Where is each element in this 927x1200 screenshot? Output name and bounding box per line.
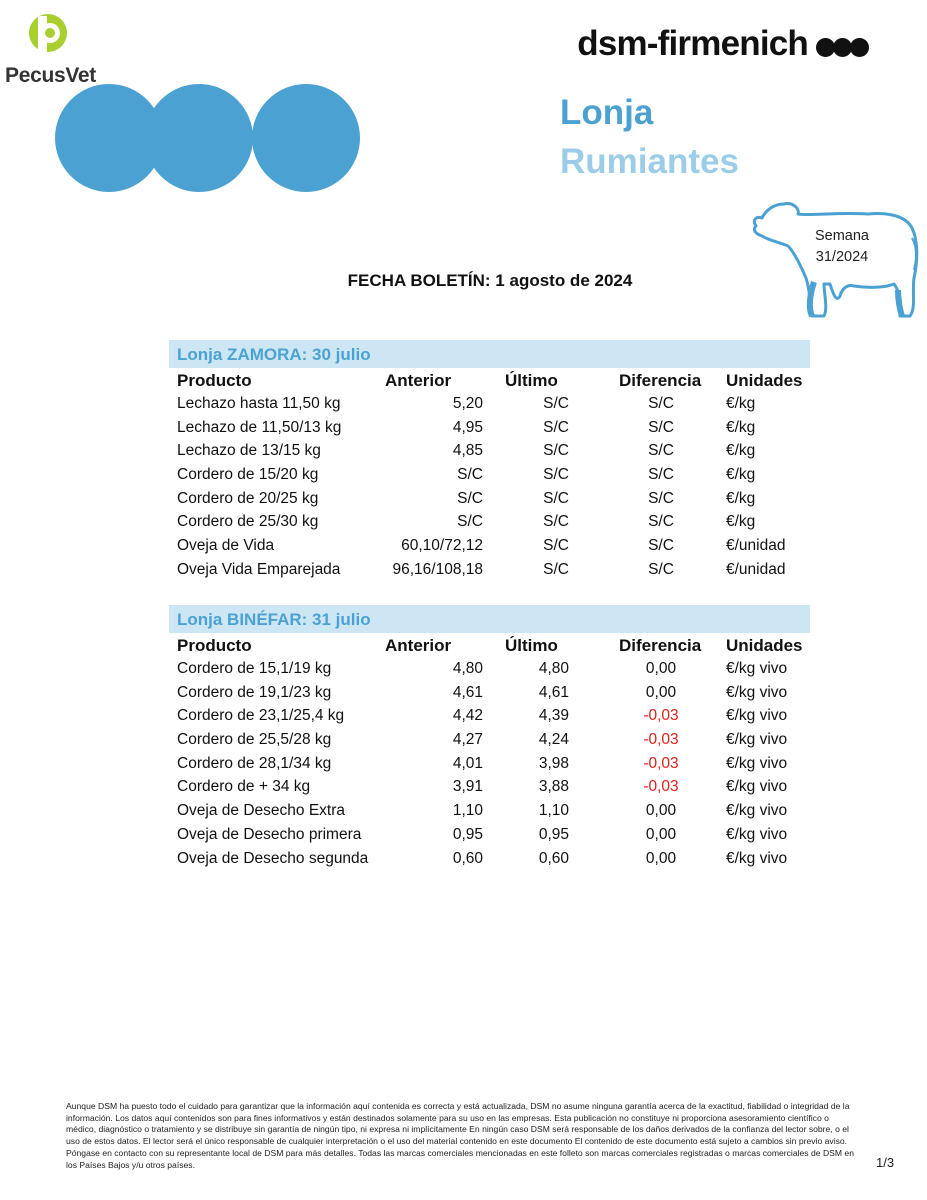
cell-ultimo: 0,60: [538, 849, 569, 867]
table-row: [169, 392, 810, 416]
table-row: [169, 416, 810, 440]
semana-value: 31/2024: [815, 249, 869, 265]
cell-unidades: €/kg: [726, 395, 756, 412]
cell-diferencia: -0,03: [643, 731, 679, 749]
table-row: [169, 681, 810, 705]
cell-unidades: €/unidad: [726, 560, 786, 578]
cell-diferencia: 0,00: [645, 660, 677, 677]
cell-ultimo: 3,98: [538, 754, 569, 772]
brand-name: dsm-firmenich: [577, 24, 808, 63]
cell-anterior: 4,61: [452, 683, 483, 701]
table-zamora: [169, 340, 810, 582]
cell-producto: Cordero de 20/25 kg: [177, 489, 319, 507]
cell-producto: Lechazo de 13/15 kg: [177, 442, 321, 460]
cell-diferencia: S/C: [648, 418, 674, 436]
table-row: [169, 487, 810, 511]
cell-ultimo: 4,80: [538, 660, 569, 677]
disclaimer-text: Aunque DSM ha puesto todo el cuidado para garantizar que la información aquí contenida es correcta y está actualizada, DSM no asume ninguna garantía acerca de la exactitud, fiabilidad o integridad de la información. Los datos aquí contenidos son para fines informativos y están destinados solamente para su uso en las empresas. Esta publicación no constituye ni proporciona asesoramiento científico o médico, diagnóstico o tratamiento y se distribuye sin garantía de ningún tipo, ni expresa ni implícitamente En ningún caso DSM será responsable de los daños derivados de la confianza del lector sobre, o el uso de estos datos. El lector será el único responsable de cualquier interpretación o el uso del material contenido en este documento El contenido de este documento está sujeto a cambios sin previo aviso. Póngase en contacto con su representante local de DSM para más detalles. Todas las marcas comerciales mencionadas en este folleto son marcas comerciales registradas o marcas comerciales de DSM en los Países Bajos y/u otros países.: [66, 1101, 854, 1170]
table-row: [169, 439, 810, 463]
cell-ultimo: 1,10: [538, 802, 569, 820]
decor-circle-2: [145, 84, 253, 192]
cell-unidades: €/kg vivo: [726, 825, 788, 843]
cell-ultimo: S/C: [543, 537, 569, 555]
cell-unidades: €/kg: [726, 513, 756, 531]
cell-diferencia: 0,00: [645, 802, 677, 820]
cell-diferencia: 0,00: [645, 849, 677, 867]
cell-unidades: €/kg vivo: [726, 802, 788, 820]
col-anterior: Anterior: [385, 636, 452, 655]
table-row: [169, 823, 810, 847]
cell-anterior: S/C: [457, 489, 483, 507]
cell-diferencia: -0,03: [643, 707, 679, 725]
col-ultimo: Último: [505, 371, 558, 390]
semana-text: Semana: [814, 228, 869, 244]
col-ultimo: Último: [505, 636, 558, 655]
pecusvet-p-icon: [26, 14, 70, 60]
binefar-rows: [169, 657, 810, 870]
cell-producto: Oveja de Vida: [177, 537, 275, 555]
cell-diferencia: S/C: [648, 513, 674, 531]
cell-anterior: S/C: [457, 466, 483, 484]
cell-unidades: €/kg: [726, 418, 756, 436]
dsm-firmenich-logo: [577, 24, 869, 64]
cell-anterior: 4,80: [452, 660, 483, 677]
cell-anterior: 0,95: [452, 825, 483, 843]
semana-label: [800, 226, 884, 268]
cell-ultimo: S/C: [543, 560, 569, 578]
cell-anterior: 5,20: [452, 395, 483, 412]
fecha-boletin: FECHA BOLETÍN: 1 agosto de 2024: [347, 271, 633, 290]
cell-unidades: €/kg vivo: [726, 754, 788, 772]
table-header-row: [169, 368, 810, 392]
table-row: [169, 463, 810, 487]
table-row: [169, 775, 810, 799]
title-lonja: Lonja: [560, 93, 654, 132]
brand-dots-icon: [818, 38, 869, 57]
cell-unidades: €/kg vivo: [726, 849, 788, 867]
cell-producto: Cordero de 25,5/28 kg: [177, 731, 332, 749]
cell-diferencia: S/C: [648, 442, 674, 460]
cell-producto: Cordero de 19,1/23 kg: [177, 683, 332, 701]
cell-unidades: €/kg vivo: [726, 731, 788, 749]
cell-anterior: 0,60: [452, 849, 483, 867]
cell-anterior: 3,91: [452, 778, 483, 796]
cell-producto: Cordero de 15/20 kg: [177, 466, 319, 484]
cell-ultimo: S/C: [543, 466, 569, 484]
cell-unidades: €/unidad: [726, 537, 786, 555]
table-row: [169, 657, 810, 681]
cell-ultimo: 4,24: [538, 731, 569, 749]
table-title-zamora: Lonja ZAMORA: 30 julio: [169, 340, 810, 368]
cell-producto: Cordero de + 34 kg: [177, 778, 311, 796]
cell-unidades: €/kg: [726, 466, 756, 484]
cell-producto: Oveja de Desecho Extra: [177, 802, 346, 820]
cell-anterior: 60,10/72,12: [401, 537, 483, 555]
table-row: [169, 799, 810, 823]
cell-anterior: 4,27: [452, 731, 483, 749]
cell-ultimo: 3,88: [538, 778, 569, 796]
cell-producto: Cordero de 23,1/25,4 kg: [177, 707, 345, 725]
col-diferencia: Diferencia: [619, 371, 702, 390]
cell-diferencia: S/C: [648, 537, 674, 555]
table-header-row: [169, 633, 810, 657]
cell-anterior: 4,42: [452, 707, 483, 725]
cell-producto: Oveja de Desecho segunda: [177, 849, 369, 867]
table-row: [169, 510, 810, 534]
cell-anterior: S/C: [457, 513, 483, 531]
cell-ultimo: S/C: [543, 442, 569, 460]
cell-anterior: 4,01: [452, 754, 483, 772]
cell-diferencia: 0,00: [645, 683, 677, 701]
cell-ultimo: S/C: [543, 418, 569, 436]
cell-producto: Lechazo hasta 11,50 kg: [177, 395, 341, 412]
zamora-rows: [169, 392, 810, 582]
cell-producto: Lechazo de 11,50/13 kg: [177, 418, 342, 436]
table-row: [169, 847, 810, 871]
table-binefar: [169, 605, 810, 870]
cell-diferencia: S/C: [648, 466, 674, 484]
cell-diferencia: S/C: [648, 395, 674, 412]
cell-ultimo: 0,95: [538, 825, 569, 843]
table-row: [169, 534, 810, 558]
title-rumiantes: Rumiantes: [560, 142, 739, 181]
cell-anterior: 4,85: [452, 442, 483, 460]
col-producto: Producto: [177, 636, 252, 655]
col-unidades: Unidades: [726, 636, 803, 655]
cell-diferencia: -0,03: [643, 778, 679, 796]
cell-producto: Cordero de 25/30 kg: [177, 513, 319, 531]
cell-ultimo: 4,61: [538, 683, 569, 701]
cell-anterior: 1,10: [452, 802, 483, 820]
table-row: [169, 752, 810, 776]
cell-anterior: 96,16/108,18: [392, 560, 483, 578]
cell-diferencia: 0,00: [645, 825, 677, 843]
cell-diferencia: S/C: [648, 489, 674, 507]
table-row: [169, 558, 810, 582]
table-title-binefar: Lonja BINÉFAR: 31 julio: [169, 605, 810, 633]
col-producto: Producto: [177, 371, 252, 390]
pecusvet-text: PecusVet: [5, 64, 96, 87]
cell-producto: Oveja Vida Emparejada: [177, 560, 341, 578]
table-row: [169, 728, 810, 752]
cell-unidades: €/kg: [726, 489, 756, 507]
cell-unidades: €/kg vivo: [726, 778, 788, 796]
cell-producto: Cordero de 28,1/34 kg: [177, 754, 332, 772]
col-unidades: Unidades: [726, 371, 803, 390]
cell-ultimo: S/C: [543, 395, 569, 412]
cell-producto: Oveja de Desecho primera: [177, 825, 362, 843]
col-anterior: Anterior: [385, 371, 452, 390]
page-number: 1/3: [876, 1155, 895, 1170]
decor-circle-3: [252, 84, 360, 192]
cell-unidades: €/kg vivo: [726, 683, 788, 701]
cell-ultimo: S/C: [543, 513, 569, 531]
cell-ultimo: S/C: [543, 489, 569, 507]
pecusvet-logo: [4, 10, 94, 86]
table-row: [169, 704, 810, 728]
cell-unidades: €/kg: [726, 442, 756, 460]
cell-ultimo: 4,39: [538, 707, 569, 725]
col-diferencia: Diferencia: [619, 636, 702, 655]
cell-diferencia: -0,03: [643, 754, 679, 772]
cell-diferencia: S/C: [648, 560, 674, 578]
cell-unidades: €/kg vivo: [726, 660, 788, 677]
cell-producto: Cordero de 15,1/19 kg: [177, 660, 332, 677]
cell-anterior: 4,95: [452, 418, 483, 436]
cell-unidades: €/kg vivo: [726, 707, 788, 725]
